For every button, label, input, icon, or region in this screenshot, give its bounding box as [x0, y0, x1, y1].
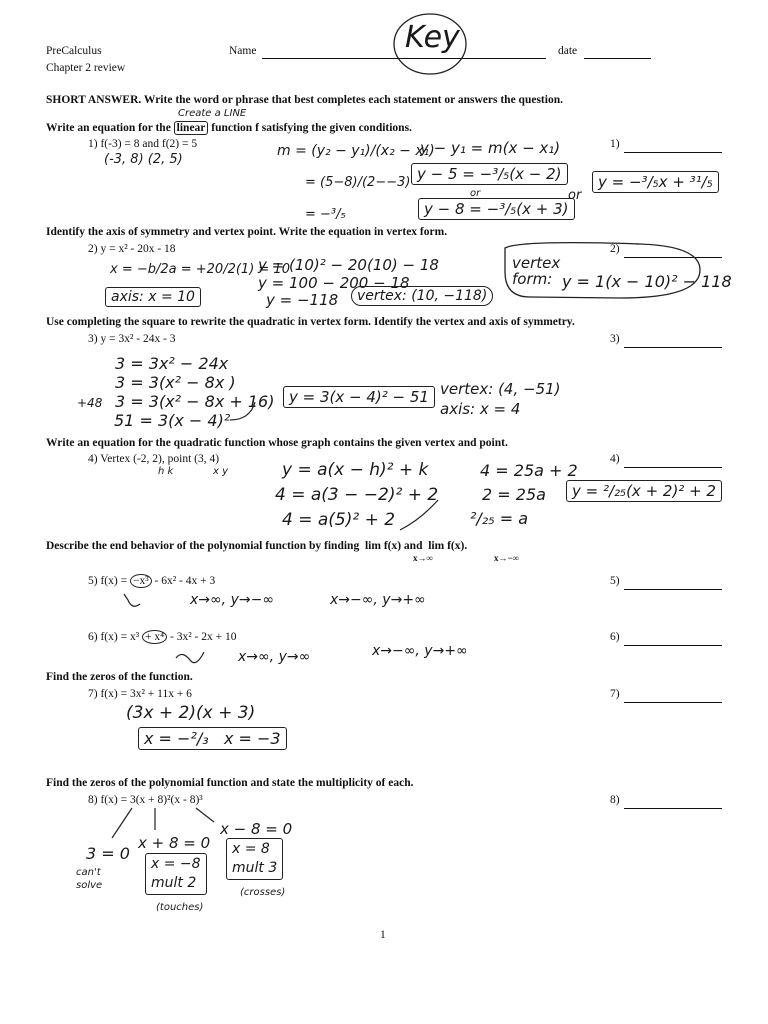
p4-step-1: y = a(x − h)² + k [282, 460, 429, 480]
p4-hk-note: h k [158, 466, 174, 477]
p4-step-2: 4 = a(3 − −2)² + 2 [275, 485, 439, 505]
section-3-heading: Use completing the square to rewrite the quadratic in vertex form. Identify the vertex and axis of symmetry. [46, 316, 575, 328]
problem-7-question: 7) f(x) = 3x² + 11x + 6 [88, 688, 192, 700]
p1-points: (-3, 8) (2, 5) [104, 152, 183, 167]
date-label: date [558, 45, 578, 57]
answer-number-5: 5) [610, 575, 620, 587]
p3-step-2: 3 = 3(x² − 8x ) [115, 373, 236, 392]
answer-number-1: 1) [610, 138, 620, 150]
chapter-title: Chapter 2 review [46, 62, 126, 74]
p2-vertex-form-label-1: vertex [512, 254, 561, 272]
section-8-heading: Find the zeros of the polynomial function and state the multiplicity of each. [46, 777, 414, 789]
answer-line-3 [624, 347, 722, 348]
p1-slope-formula: m = (y₂ − y₁)/(x₂ − x₁) [277, 143, 435, 159]
answer-line-5 [624, 589, 722, 590]
p8-factor-1-answer: x = −8 mult 2 [145, 853, 207, 895]
problem-3-question: 3) y = 3x² - 24x - 3 [88, 333, 176, 345]
p5-end-behavior-right: x→∞, y→−∞ [190, 592, 274, 608]
section-4-heading: Write an equation for the quadratic function whose graph contains the given vertex and point. [46, 437, 508, 449]
name-value: Key [405, 20, 460, 55]
p4-xy-note: x y [213, 466, 229, 477]
p4-step-3: 4 = a(5)² + 2 [282, 510, 396, 530]
p7-answer: x = −²/₃ x = −3 [138, 727, 287, 750]
p4-step-6: ²/₂₅ = a [470, 509, 529, 528]
answer-line-6 [624, 645, 722, 646]
p6-sketch [176, 652, 204, 663]
p8-arrow-3 [196, 808, 214, 822]
p8-cant-note: can't [76, 867, 101, 878]
p8-crosses-note: (crosses) [240, 887, 286, 898]
p8-factor-2-step: x − 8 = 0 [220, 820, 293, 838]
p3-axis: axis: x = 4 [440, 400, 521, 418]
p1-answer-3: y = −³/₅x + ³¹/₅ [592, 171, 719, 193]
answer-line-4 [624, 467, 722, 468]
p3-vertex: vertex: (4, −51) [440, 380, 561, 398]
limit-sub-1: x→∞ [413, 553, 433, 563]
p3-step-1: 3 = 3x² − 24x [115, 354, 229, 373]
p2-axis-answer: axis: x = 10 [105, 287, 201, 307]
p4-answer: y = ²/₂₅(x + 2)² + 2 [566, 480, 722, 502]
section-7-heading: Find the zeros of the function. [46, 671, 193, 683]
answer-number-8: 8) [610, 794, 620, 806]
p8-constant-step: 3 = 0 [86, 844, 130, 863]
p3-step-3-prefix: +48 [77, 396, 103, 410]
p1-or-1: or [470, 188, 481, 199]
page-number: 1 [380, 929, 386, 941]
problem-5-question: 5) f(x) = −x³ - 6x² - 4x + 3 [88, 575, 216, 587]
answer-line-2 [624, 257, 722, 258]
p8-touches-note: (touches) [156, 902, 204, 913]
answer-line-7 [624, 702, 722, 703]
p6-end-behavior-left: x→−∞, y→+∞ [372, 643, 468, 659]
p2-step-3: y = −118 [266, 291, 339, 309]
section-5-heading: Describe the end behavior of the polynomial function by finding lim f(x) and lim f(x). [46, 540, 468, 552]
p2-step-1: y = (10)² − 20(10) − 18 [258, 256, 439, 274]
p2-vertex-form-answer: y = 1(x − 10)² − 118 [562, 272, 732, 291]
p1-answer-1: y − 5 = −³/₅(x − 2) [411, 163, 568, 185]
p4-step-5: 2 = 25a [482, 485, 546, 504]
date-line [584, 58, 651, 59]
p3-answer: y = 3(x − 4)² − 51 [283, 386, 435, 408]
p5-sketch [124, 594, 140, 606]
p1-or-2: or [568, 188, 582, 203]
p1-slope-result: = −³/₅ [305, 207, 346, 222]
section-1-heading: Write an equation for the linear function f satisfying the given conditions. [46, 122, 412, 134]
p1-point-slope-form: y − y₁ = m(x − x₁) [420, 139, 561, 157]
p2-axis-work: x = −b/2a = +20/2(1) = 10 [110, 262, 290, 277]
p5-end-behavior-left: x→−∞, y→+∞ [330, 592, 426, 608]
instructions: SHORT ANSWER. Write the word or phrase that best completes each statement or answers the question. [46, 94, 563, 106]
p3-step-3: 3 = 3(x² − 8x + 16) [115, 392, 275, 411]
p2-step-2: y = 100 − 200 − 18 [258, 274, 410, 292]
p8-factor-1-step: x + 8 = 0 [138, 834, 211, 852]
p3-step-4: 51 = 3(x − 4)² [114, 411, 231, 430]
answer-line-8 [624, 808, 722, 809]
answer-number-7: 7) [610, 688, 620, 700]
problem-2-question: 2) y = x² - 20x - 18 [88, 243, 176, 255]
name-label: Name [229, 45, 257, 57]
answer-number-2: 2) [610, 243, 620, 255]
problem-8-question: 8) f(x) = 3(x + 8)²(x - 8)³ [88, 794, 203, 806]
p6-end-behavior-right: x→∞, y→∞ [238, 649, 311, 665]
problem-6-question: 6) f(x) = x³ + x⁴ - 3x² - 2x + 10 [88, 631, 237, 643]
p1-slope-step: = (5−8)/(2−−3) [305, 175, 411, 190]
p8-factor-2-answer: x = 8 mult 3 [226, 838, 283, 880]
p8-solve-note: solve [76, 880, 103, 891]
section-2-heading: Identify the axis of symmetry and vertex point. Write the equation in vertex form. [46, 226, 448, 238]
p7-factored: (3x + 2)(x + 3) [126, 703, 256, 723]
p2-vertex-answer: vertex: (10, −118) [351, 286, 493, 306]
answer-number-6: 6) [610, 631, 620, 643]
answer-line-1 [624, 152, 722, 153]
limit-sub-2: x→−∞ [494, 553, 520, 563]
annotation-create-line: Create a LINE [178, 108, 247, 119]
p4-step-4: 4 = 25a + 2 [480, 461, 578, 480]
answer-number-3: 3) [610, 333, 620, 345]
problem-1-question: 1) f(-3) = 8 and f(2) = 5 [88, 138, 198, 150]
p2-vertex-form-label-2: form: [512, 270, 553, 288]
answer-number-4: 4) [610, 453, 620, 465]
p8-arrow-1 [112, 808, 132, 838]
name-line [262, 58, 546, 59]
problem-4-question: 4) Vertex (-2, 2), point (3, 4) [88, 453, 220, 465]
p1-answer-2: y − 8 = −³/₅(x + 3) [418, 198, 575, 220]
course-title: PreCalculus [46, 45, 102, 57]
